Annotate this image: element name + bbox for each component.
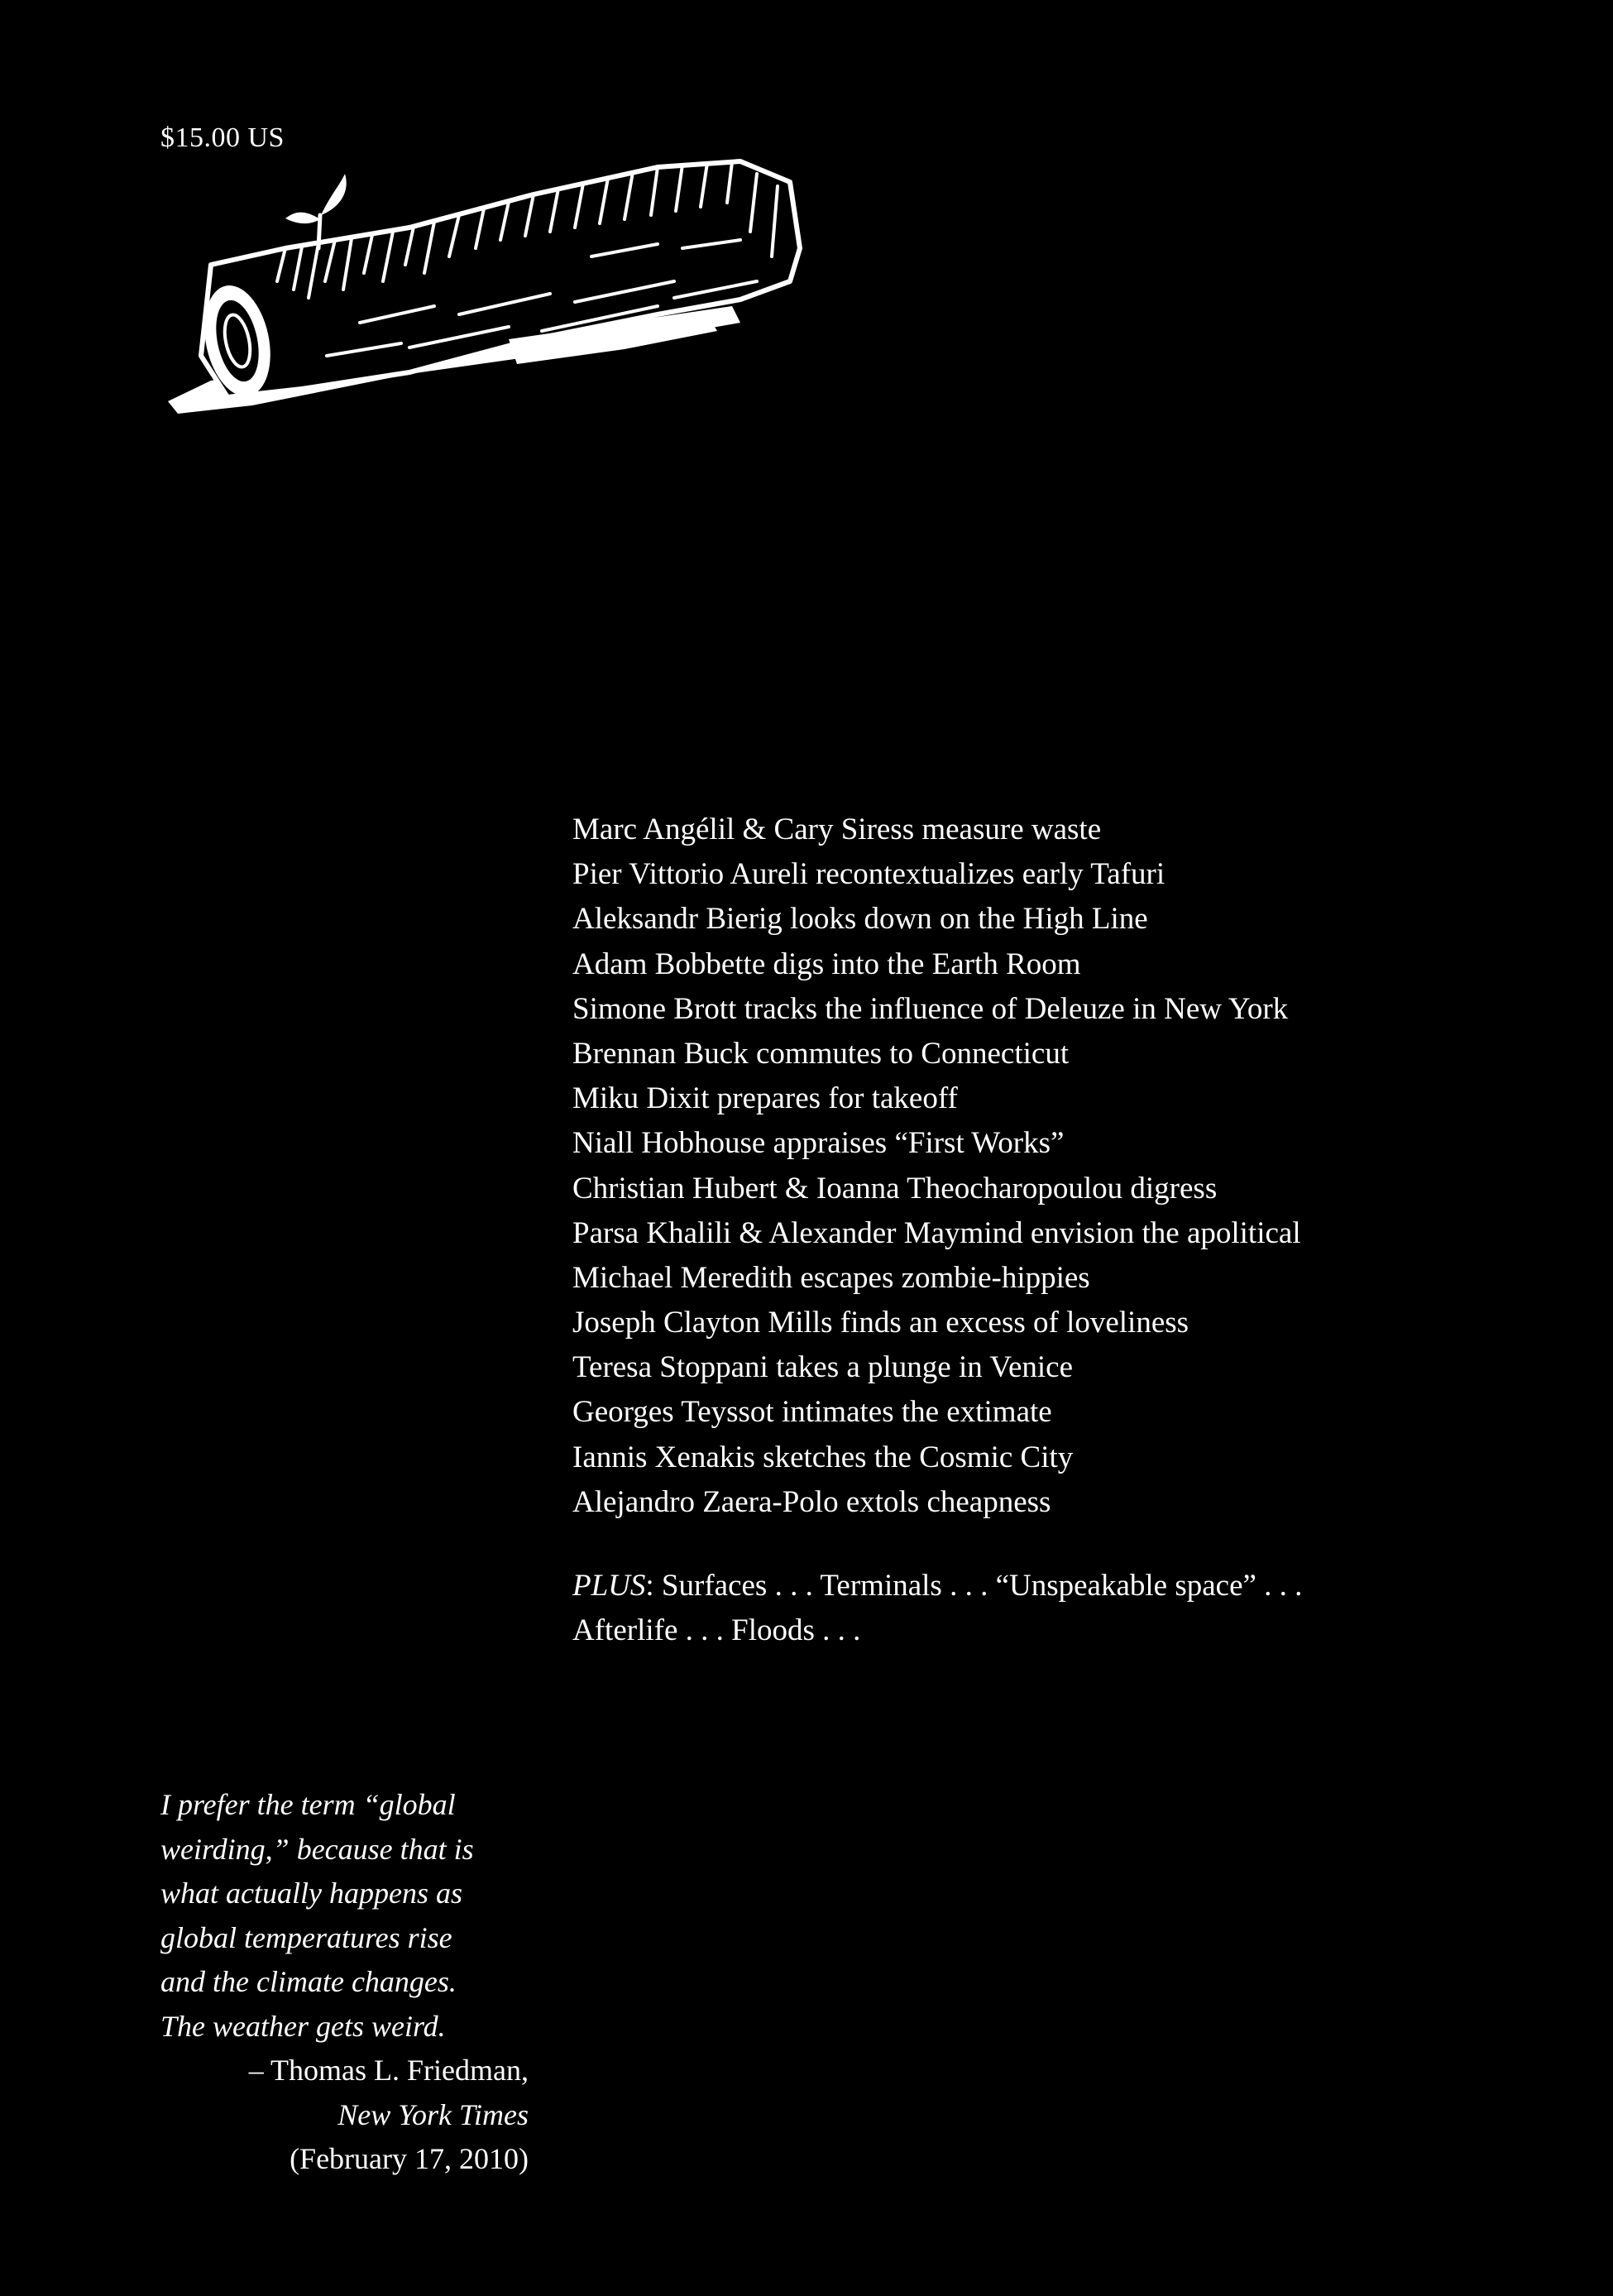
list-item: Aleksandr Bierig looks down on the High Line — [572, 902, 1148, 937]
epigraph-quote — [160, 1783, 529, 2182]
list-item: Pier Vittorio Aureli recontextualizes early Tafuri — [572, 857, 1165, 892]
price-label: $15.00 US — [160, 122, 285, 153]
list-item: Parsa Khalili & Alexander Maymind envision the apolitical — [572, 1215, 1301, 1250]
plus-label: PLUS — [572, 1569, 646, 1603]
list-item: Christian Hubert & Ioanna Theocharopoulou digress — [572, 1171, 1218, 1206]
plus-line-1 — [572, 1564, 1590, 1608]
quote-author: – Thomas L. Friedman, — [248, 2054, 529, 2087]
list-item: Iannis Xenakis sketches the Cosmic City — [572, 1440, 1074, 1474]
plus-line-2: Afterlife . . . Floods . . . — [572, 1613, 861, 1647]
list-item: Teresa Stoppani takes a plunge in Venice — [572, 1350, 1073, 1385]
list-item: Michael Meredith escapes zombie-hippies — [572, 1260, 1090, 1295]
plus-text: : Surfaces . . . Terminals . . . “Unspeakable space” . . . — [645, 1569, 1303, 1603]
list-item: Alejandro Zaera-Polo extols cheapness — [572, 1484, 1051, 1519]
plus-section — [572, 1564, 1590, 1653]
quote-line: weirding,” because that is — [160, 1832, 474, 1866]
log-with-sprout-icon — [161, 157, 823, 439]
quote-line: The weather gets weird. — [160, 2009, 446, 2043]
contributors-list — [572, 808, 1565, 1525]
list-item: Adam Bobbette digs into the Earth Room — [572, 947, 1081, 981]
list-item: Georges Teyssot intimates the extimate — [572, 1395, 1052, 1430]
list-item: Brennan Buck commutes to Connecticut — [572, 1036, 1070, 1071]
quote-line: what actually happens as — [160, 1877, 462, 1910]
list-item: Miku Dixit prepares for takeoff — [572, 1081, 958, 1116]
quote-source: New York Times — [337, 2097, 529, 2131]
list-item: Simone Brott tracks the influence of Deleuze in New York — [572, 991, 1289, 1026]
quote-line: I prefer the term “global — [160, 1788, 456, 1821]
quote-line: global temperatures rise — [160, 1920, 452, 1954]
list-item: Marc Angélil & Cary Siress measure waste — [572, 812, 1102, 846]
quote-line: and the climate changes. — [160, 1965, 457, 1998]
list-item: Joseph Clayton Mills finds an excess of loveliness — [572, 1306, 1189, 1340]
list-item: Niall Hobhouse appraises “First Works” — [572, 1126, 1065, 1161]
quote-date: (February 17, 2010) — [290, 2142, 529, 2175]
